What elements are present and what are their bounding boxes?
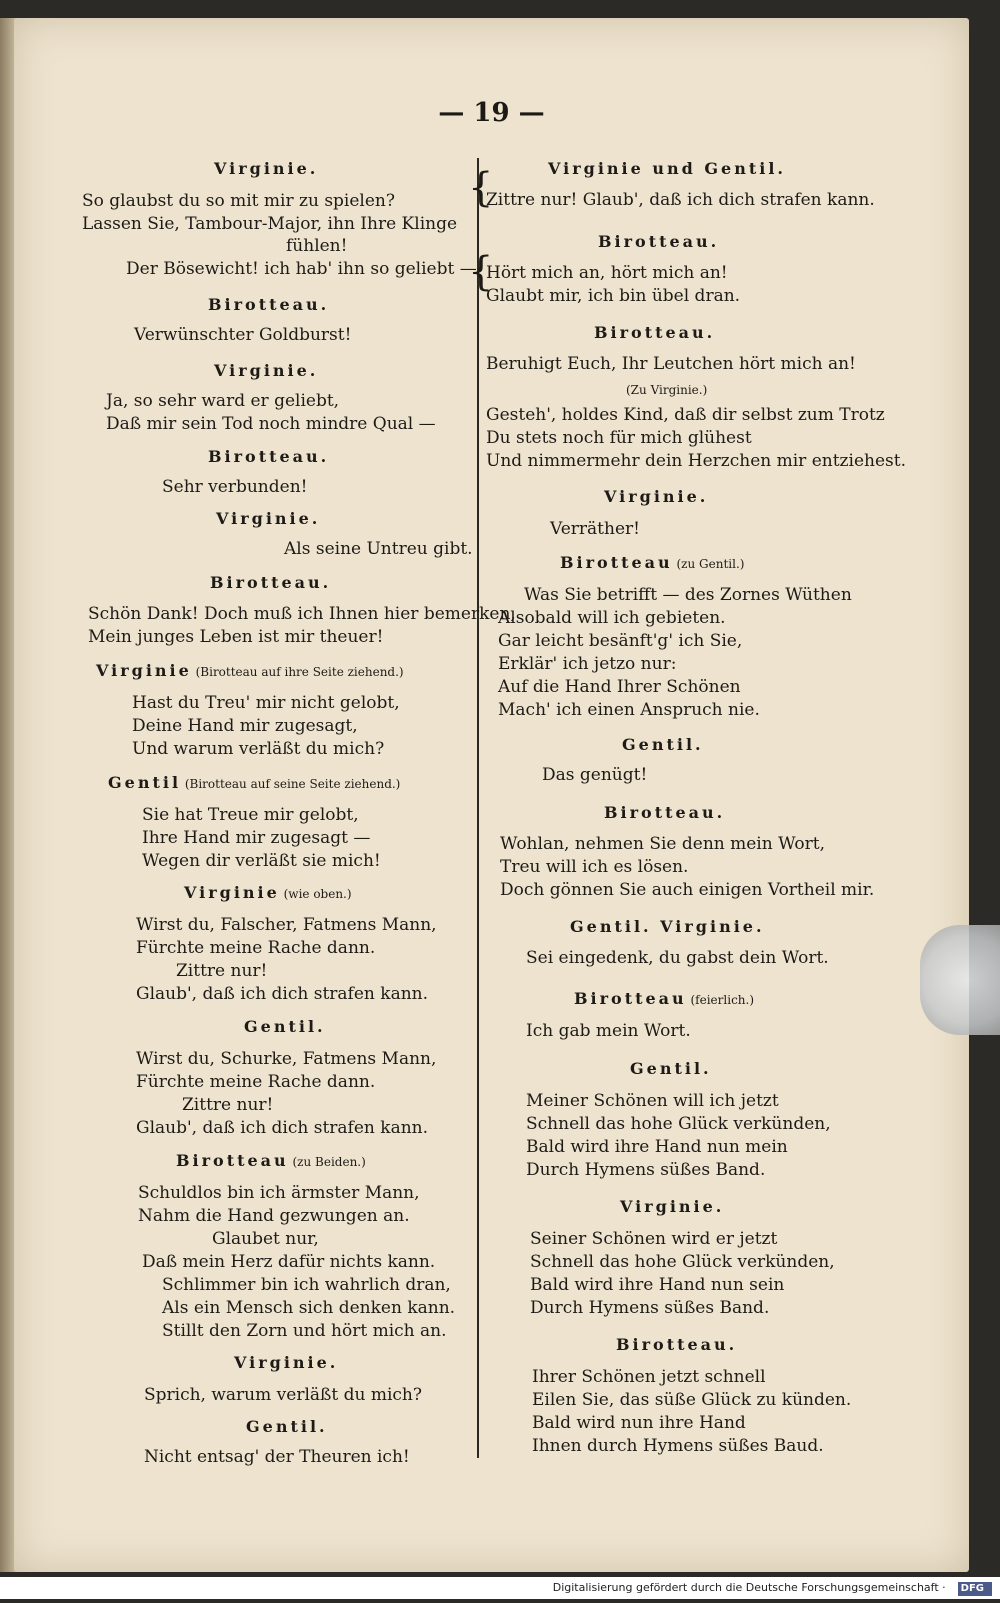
line-text: Eilen Sie, das süße Glück zu künden. — [532, 1390, 852, 1410]
line-text: Ja, so sehr ward er geliebt, — [106, 391, 340, 411]
line-text: Virginie. — [604, 487, 709, 506]
verse-line — [526, 1090, 779, 1112]
verse-line — [486, 262, 728, 284]
speaker-name — [210, 572, 331, 594]
verse-line — [486, 285, 740, 307]
line-text: Virginie — [184, 883, 280, 902]
verse-line — [88, 603, 516, 625]
line-text: Virginie und Gentil. — [548, 159, 786, 178]
line-text: Wirst du, Falscher, Fatmens Mann, — [136, 915, 437, 935]
verse-line — [530, 1228, 777, 1250]
book-page — [14, 18, 969, 1572]
verse-line — [162, 1274, 451, 1296]
verse-line — [144, 1384, 422, 1406]
line-text: Nicht entsag' der Theuren ich! — [144, 1447, 410, 1467]
verse-line — [134, 324, 351, 346]
stage-direction: (zu Beiden.) — [288, 1155, 366, 1169]
line-text: Ihre Hand mir zugesagt — — [142, 828, 371, 848]
line-text: Mach' ich einen Anspruch nie. — [498, 700, 760, 720]
speaker-name — [184, 882, 352, 905]
speaker-name — [176, 1150, 366, 1173]
verse-line — [138, 1205, 410, 1227]
line-text: Birotteau — [574, 989, 687, 1008]
verse-line — [106, 413, 436, 435]
verse-line — [82, 190, 395, 212]
verse-line — [500, 833, 825, 855]
speaker-name — [630, 1058, 712, 1080]
line-text: Gentil. — [244, 1017, 326, 1036]
verse-line — [498, 699, 760, 721]
line-text: Wirst du, Schurke, Fatmens Mann, — [136, 1049, 437, 1069]
line-text: Birotteau. — [598, 232, 720, 251]
stage-direction: (Birotteau auf seine Seite ziehend.) — [181, 777, 401, 791]
stage-direction — [626, 379, 707, 401]
verse-line — [532, 1412, 746, 1434]
verse-line — [532, 1435, 824, 1457]
verse-line — [162, 1320, 447, 1342]
line-text: Glaubet nur, — [212, 1229, 319, 1249]
verse-line — [136, 914, 437, 936]
line-text: Wegen dir verläßt sie mich! — [142, 851, 381, 871]
dfg-logo: DFG — [958, 1582, 992, 1596]
verse-line — [498, 607, 726, 629]
verse-line — [126, 258, 477, 280]
verse-line — [176, 960, 267, 982]
line-text: Hast du Treu' mir nicht gelobt, — [132, 693, 400, 713]
column-divider — [477, 158, 479, 1458]
verse-line — [500, 856, 688, 878]
line-text: Zittre nur! — [176, 961, 268, 981]
speaker-name — [620, 1196, 724, 1218]
verse-line — [500, 879, 874, 901]
speaker-name — [604, 486, 708, 508]
line-text: Schnell das hohe Glück verkünden, — [530, 1252, 835, 1272]
line-text: Ich gab mein Wort. — [526, 1021, 691, 1041]
line-text: Schlimmer bin ich wahrlich dran, — [162, 1275, 451, 1295]
line-text: Bald wird nun ihre Hand — [532, 1413, 746, 1433]
line-text: Wohlan, nehmen Sie denn mein Wort, — [500, 834, 826, 854]
line-text: (Zu Virginie.) — [626, 383, 708, 397]
line-text: Virginie — [96, 661, 192, 680]
line-text: Gentil. — [622, 735, 704, 754]
speaker-name — [216, 508, 320, 530]
line-text: Sprich, warum verläßt du mich? — [144, 1385, 422, 1405]
line-text: Durch Hymens süßes Band. — [530, 1298, 770, 1318]
speaker-name — [208, 294, 329, 316]
verse-line — [498, 630, 742, 652]
verse-line — [530, 1251, 835, 1273]
verse-line — [142, 850, 381, 872]
line-text: Virginie. — [216, 509, 321, 528]
verse-line — [532, 1366, 766, 1388]
verse-line — [144, 1446, 410, 1468]
verse-line — [132, 738, 384, 760]
line-text: Ihnen durch Hymens süßes Baud. — [532, 1436, 824, 1456]
line-text: Alsobald will ich gebieten. — [498, 608, 726, 628]
verse-line — [132, 715, 358, 737]
line-text: fühlen! — [286, 236, 348, 256]
line-text: Birotteau. — [208, 295, 330, 314]
verse-line — [136, 1048, 436, 1070]
line-text: Birotteau. — [208, 447, 330, 466]
verse-line — [142, 1251, 435, 1273]
line-text: Birotteau. — [210, 573, 332, 592]
verse-line — [526, 1020, 691, 1042]
verse-line — [486, 189, 875, 211]
line-text: Ihrer Schönen jetzt schnell — [532, 1367, 766, 1387]
speaker-name — [108, 772, 400, 795]
verse-line — [486, 450, 906, 472]
line-text: Du stets noch für mich glühest — [486, 428, 752, 448]
line-text: Virginie. — [214, 159, 319, 178]
line-text: Daß mein Herz dafür nichts kann. — [142, 1252, 436, 1272]
speaker-name — [616, 1334, 737, 1356]
digitization-footer — [0, 1577, 1000, 1599]
line-text: Mein junges Leben ist mir theuer! — [88, 627, 384, 647]
page-number: — 19 — — [438, 98, 545, 128]
line-text: Gesteh', holdes Kind, daß dir selbst zum Trotz — [486, 405, 885, 425]
verse-line — [136, 1071, 375, 1093]
verse-line — [524, 584, 852, 606]
speaker-name — [214, 158, 318, 180]
speaker-name — [246, 1416, 328, 1438]
verse-line — [132, 692, 400, 714]
verse-line — [182, 1094, 273, 1116]
verse-line — [530, 1274, 784, 1296]
verse-line — [286, 235, 347, 257]
line-text: Als ein Mensch sich denken kann. — [162, 1298, 456, 1318]
line-text: Glaub', daß ich dich strafen kann. — [136, 1118, 429, 1138]
line-text: So glaubst du so mit mir zu spielen? — [82, 191, 395, 211]
speaker-name — [598, 231, 719, 253]
line-text: Gentil — [108, 773, 182, 792]
speaker-name — [244, 1016, 326, 1038]
line-text: Birotteau — [176, 1151, 289, 1170]
verse-line — [82, 213, 457, 235]
line-text: Schuldlos bin ich ärmster Mann, — [138, 1183, 420, 1203]
speaker-name — [604, 802, 725, 824]
line-text: Schnell das hohe Glück verkünden, — [526, 1114, 831, 1134]
brace-mark: { — [468, 249, 494, 295]
line-text: Fürchte meine Rache dann. — [136, 938, 376, 958]
speaker-name — [622, 734, 704, 756]
stage-direction: (Birotteau auf ihre Seite ziehend.) — [191, 665, 404, 679]
line-text: Gentil. — [630, 1059, 712, 1078]
verse-line — [486, 404, 885, 426]
line-text: Birotteau. — [604, 803, 726, 822]
line-text: Meiner Schönen will ich jetzt — [526, 1091, 779, 1111]
speaker-name — [208, 446, 329, 468]
line-text: Und warum verläßt du mich? — [132, 739, 385, 759]
line-text: Virginie. — [214, 361, 319, 380]
line-text: Sie hat Treue mir gelobt, — [142, 805, 359, 825]
line-text: Sei eingedenk, du gabst dein Wort. — [526, 948, 829, 968]
verse-line — [530, 1297, 769, 1319]
stage-direction: (wie oben.) — [279, 887, 352, 901]
line-text: Beruhigt Euch, Ihr Leutchen hört mich an! — [486, 354, 856, 374]
verse-line — [142, 827, 370, 849]
line-text: Auf die Hand Ihrer Schönen — [498, 677, 741, 697]
line-text: Durch Hymens süßes Band. — [526, 1160, 766, 1180]
line-text: Sehr verbunden! — [162, 477, 308, 497]
verse-line — [136, 937, 375, 959]
line-text: Deine Hand mir zugesagt, — [132, 716, 358, 736]
line-text: Was Sie betrifft — des Zornes Wüthen — [524, 585, 852, 605]
line-text: Nahm die Hand gezwungen an. — [138, 1206, 410, 1226]
line-text: Zittre nur! — [182, 1095, 274, 1115]
verse-line — [88, 626, 383, 648]
line-text: Doch gönnen Sie auch einigen Vortheil mir. — [500, 880, 875, 900]
verse-line — [542, 764, 647, 786]
verse-line — [526, 1136, 788, 1158]
line-text: Und nimmermehr dein Herzchen mir entziehest. — [486, 451, 906, 471]
speaker-name — [594, 322, 715, 344]
line-text: Stillt den Zorn und hört mich an. — [162, 1321, 447, 1341]
line-text: Hört mich an, hört mich an! — [486, 263, 728, 283]
speaker-name — [574, 988, 754, 1011]
scanner-thumb — [920, 925, 1000, 1035]
verse-line — [212, 1228, 319, 1250]
speaker-name — [214, 360, 318, 382]
line-text: Virginie. — [620, 1197, 725, 1216]
stage-direction: (zu Gentil.) — [672, 557, 745, 571]
line-text: Daß mir sein Tod noch mindre Qual — — [106, 414, 436, 434]
verse-line — [106, 390, 339, 412]
verse-line — [136, 983, 428, 1005]
verse-line — [498, 653, 676, 675]
line-text: Zittre nur! Glaub', daß ich dich strafen kann. — [486, 190, 875, 210]
verse-line — [486, 353, 856, 375]
line-text: Bald wird ihre Hand nun mein — [526, 1137, 788, 1157]
stage-direction: (feierlich.) — [686, 993, 755, 1007]
line-text: Lassen Sie, Tambour-Major, ihn Ihre Klinge — [82, 214, 458, 234]
verse-line — [162, 476, 307, 498]
line-text: Bald wird ihre Hand nun sein — [530, 1275, 785, 1295]
line-text: Glaub', daß ich dich strafen kann. — [136, 984, 429, 1004]
verse-line — [486, 427, 752, 449]
line-text: Das genügt! — [542, 765, 648, 785]
line-text: Der Bösewicht! ich hab' ihn so geliebt — — [126, 259, 477, 279]
line-text: Glaubt mir, ich bin übel dran. — [486, 286, 741, 306]
line-text: Als seine Untreu gibt. — [284, 539, 473, 559]
verse-line — [138, 1182, 420, 1204]
verse-line — [162, 1297, 455, 1319]
verse-line — [136, 1117, 428, 1139]
speaker-name — [234, 1352, 338, 1374]
line-text: Birotteau. — [594, 323, 716, 342]
verse-line — [526, 1113, 831, 1135]
verse-line — [498, 676, 741, 698]
verse-line — [526, 947, 829, 969]
line-text: Birotteau. — [616, 1335, 738, 1354]
line-text: Schön Dank! Doch muß ich Ihnen hier bemerken, — [88, 604, 516, 624]
speaker-name — [548, 158, 786, 180]
line-text: Gentil. — [246, 1417, 328, 1436]
speaker-name — [560, 552, 744, 575]
speaker-name — [570, 916, 765, 938]
brace-mark: { — [468, 165, 494, 211]
line-text: Gentil. Virginie. — [570, 917, 765, 936]
line-text: Verräther! — [550, 519, 640, 539]
line-text: Treu will ich es lösen. — [500, 857, 689, 877]
verse-line — [284, 538, 473, 560]
verse-line — [526, 1159, 765, 1181]
line-text: Verwünschter Goldburst! — [134, 325, 352, 345]
speaker-name — [96, 660, 404, 683]
verse-line — [142, 804, 359, 826]
line-text: Virginie. — [234, 1353, 339, 1372]
line-text: Birotteau — [560, 553, 673, 572]
line-text: Fürchte meine Rache dann. — [136, 1072, 376, 1092]
line-text: Erklär' ich jetzo nur: — [498, 654, 677, 674]
line-text: Seiner Schönen wird er jetzt — [530, 1229, 778, 1249]
verse-line — [532, 1389, 851, 1411]
line-text: Gar leicht besänft'g' ich Sie, — [498, 631, 743, 651]
footer-text: Digitalisierung gefördert durch die Deutsche Forschungsgemeinschaft · — [552, 1581, 946, 1594]
verse-line — [550, 518, 640, 540]
